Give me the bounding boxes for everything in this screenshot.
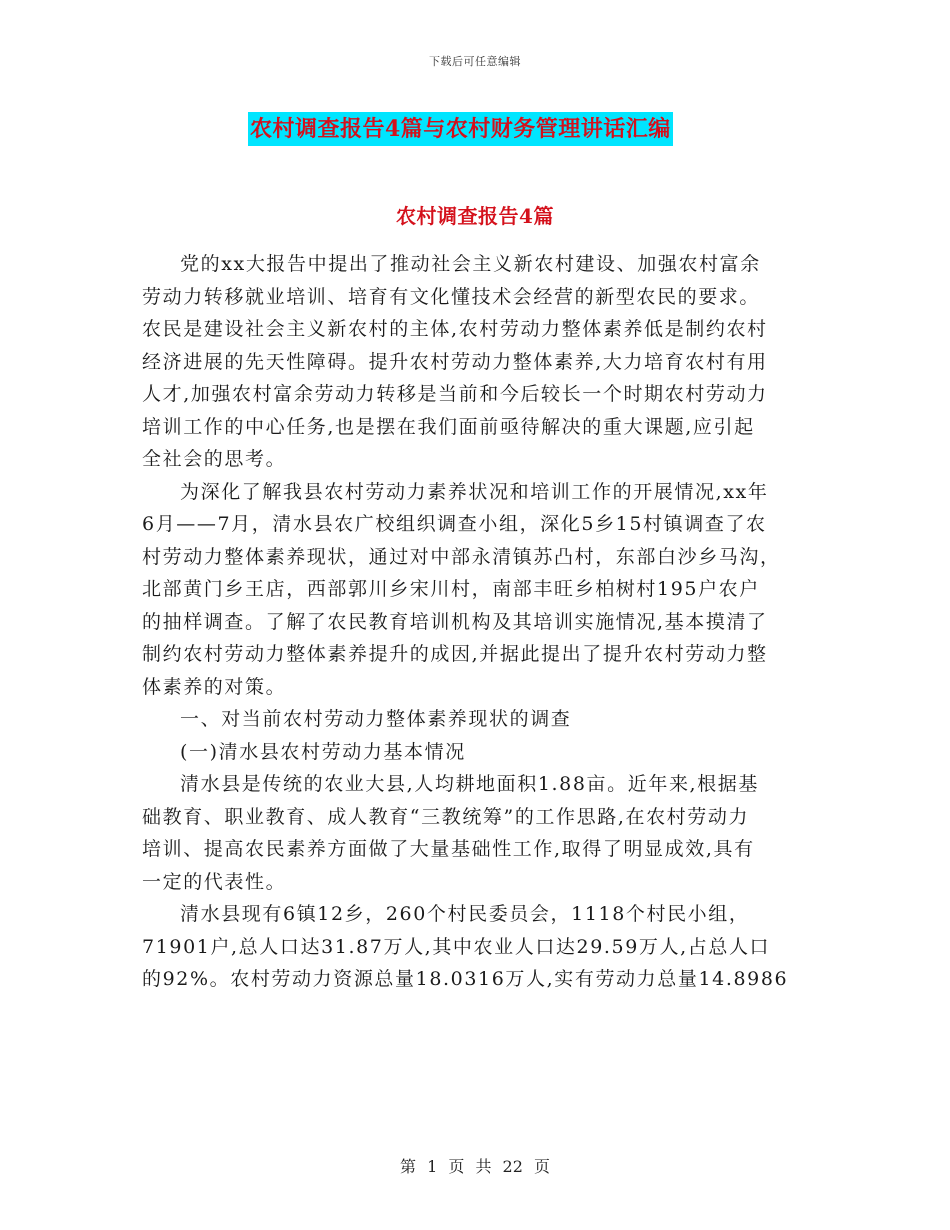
page-header-note: 下载后可任意编辑 (429, 55, 521, 68)
text-line: (一)清水县农村劳动力基本情况 (180, 740, 466, 763)
section-title: 农村调查报告4篇 (396, 204, 554, 228)
text-line: 的92%。农村劳动力资源总量18.0316万人,实有劳动力总量14.8986 (142, 968, 789, 990)
text-line: 础教育、职业教育、成人教育“三教统筹”的工作思路,在农村劳动力 (142, 805, 750, 828)
text-line: 一定的代表性。 (142, 870, 287, 893)
text-line: 一、对当前农村劳动力整体素养现状的调查 (180, 708, 572, 730)
text-line: 制约农村劳动力整体素养提升的成因,并据此提出了提升农村劳动力整 (142, 643, 768, 665)
subheading (142, 736, 822, 769)
text-line: 人才,加强农村富余劳动力转移是当前和今后较长一个时期农村劳动力 (142, 383, 768, 405)
text-line: 清水县现有6镇12乡，260个村民委员会，1118个村民小组， (180, 903, 750, 925)
text-line: 71901户,总人口达31.87万人,其中农业人口达29.59万人,占总人口 (142, 935, 771, 958)
text-line: 体素养的对策。 (142, 675, 287, 698)
text-line: 培训、提高农民素养方面做了大量基础性工作,取得了明显成效,具有 (142, 838, 755, 860)
document-title: 农村调查报告4篇与农村财务管理讲话汇编 (248, 112, 673, 146)
text-line: 清水县是传统的农业大县,人均耕地面积1.88亩。近年来,根据基 (180, 773, 759, 795)
text-line: 6月——7月，清水县农广校组织调查小组，深化5乡15村镇调查了农 (142, 513, 767, 535)
text-line: 农民是建设社会主义新农村的主体,农村劳动力整体素养低是制约农村 (142, 318, 768, 340)
text-line: 劳动力转移就业培训、培育有文化懂技术会经营的新型农民的要求。 (142, 285, 761, 308)
text-line: 经济进展的先天性障碍。提升农村劳动力整体素养,大力培育农村有用 (142, 350, 768, 373)
text-line: 北部黄门乡王店，西部郭川乡宋川村，南部丰旺乡柏树村195户农户 (142, 578, 760, 600)
paragraph (142, 248, 822, 476)
document-body (142, 248, 822, 996)
paragraph (142, 768, 822, 898)
text-line: 村劳动力整体素养现状，通过对中部永清镇苏凸村，东部白沙乡马沟， (142, 545, 781, 568)
text-line: 培训工作的中心任务,也是摆在我们面前亟待解决的重大课题,应引起 (142, 415, 755, 438)
paragraph (142, 476, 822, 704)
subheading (142, 703, 822, 736)
text-line: 的抽样调查。了解了农民教育培训机构及其培训实施情况,基本摸清了 (142, 610, 768, 633)
paragraph (142, 898, 822, 996)
text-line: 全社会的思考。 (142, 448, 287, 470)
text-line: 为深化了解我县农村劳动力素养状况和培训工作的开展情况,xx年 (180, 480, 769, 503)
text-line: 党的xx大报告中提出了推动社会主义新农村建设、加强农村富余 (180, 253, 761, 275)
page-number-footer: 第 1 页 共 22 页 (400, 1157, 550, 1176)
